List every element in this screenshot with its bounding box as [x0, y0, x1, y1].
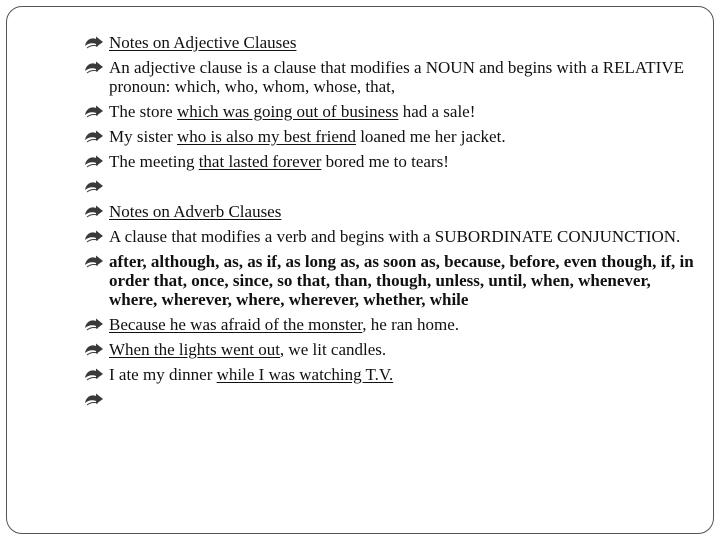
underlined-clause: who is also my best friend — [177, 127, 356, 146]
bullet-text: An adjective clause is a clause that modifies a NOUN and begins with a RELATIVE pronoun: which, who, whom, whose, that, — [109, 58, 685, 96]
curled-arrow-bullet-icon — [83, 179, 105, 194]
curled-arrow-bullet-icon — [83, 229, 105, 244]
curled-arrow-bullet-icon — [83, 254, 105, 269]
bullet-item — [83, 365, 698, 384]
bullet-item — [83, 227, 698, 246]
bullet-text: A clause that modifies a verb and begins with a SUBORDINATE CONJUNCTION. — [109, 227, 681, 246]
section-heading: Notes on Adjective Clauses — [109, 33, 297, 52]
underlined-clause: Because he was afraid of the monster — [109, 315, 363, 334]
bullet-item — [83, 390, 698, 409]
bullet-item — [83, 102, 698, 121]
section-heading: Notes on Adverb Clauses — [109, 202, 282, 221]
curled-arrow-bullet-icon — [83, 317, 105, 332]
slide-frame — [6, 6, 714, 534]
bullet-item — [83, 202, 698, 221]
bullet-item — [83, 315, 698, 334]
curled-arrow-bullet-icon — [83, 154, 105, 169]
underlined-clause: that lasted forever — [198, 152, 322, 171]
bullet-text-post: loaned me her jacket. — [355, 127, 506, 146]
bullet-text-post: had a sale! — [398, 102, 476, 121]
curled-arrow-bullet-icon — [83, 129, 105, 144]
bullet-item — [83, 340, 698, 359]
underlined-clause: which was going out of business — [176, 102, 399, 121]
curled-arrow-bullet-icon — [83, 204, 105, 219]
bullet-text-post: , we lit candles. — [279, 340, 387, 359]
curled-arrow-bullet-icon — [83, 104, 105, 119]
bullet-text-post: , he ran home. — [362, 315, 460, 334]
bullet-text-pre: The store — [109, 102, 177, 121]
bullet-text-post: bored me to tears! — [321, 152, 449, 171]
curled-arrow-bullet-icon — [83, 367, 105, 382]
curled-arrow-bullet-icon — [83, 392, 105, 407]
bullet-item — [83, 177, 698, 196]
bullet-item — [83, 152, 698, 171]
curled-arrow-bullet-icon — [83, 35, 105, 50]
curled-arrow-bullet-icon — [83, 60, 105, 75]
bullet-text: after, although, as, as if, as long as, as soon as, because, before, even though, if, in order that, once, since, so that, than, though, unless, until, when, whenever, where, wherever, where, wherever, whether, while — [109, 252, 694, 309]
bullet-item — [83, 252, 698, 309]
bullet-text-pre: I ate my dinner — [109, 365, 217, 384]
bullet-item — [83, 127, 698, 146]
bullet-text-pre: The meeting — [109, 152, 199, 171]
bullet-item — [83, 58, 698, 96]
bullet-list — [83, 33, 698, 415]
underlined-clause: When the lights went out — [109, 340, 280, 359]
bullet-item — [83, 33, 698, 52]
underlined-clause: while I was watching T.V. — [216, 365, 394, 384]
bullet-text-pre: My sister — [109, 127, 177, 146]
curled-arrow-bullet-icon — [83, 342, 105, 357]
